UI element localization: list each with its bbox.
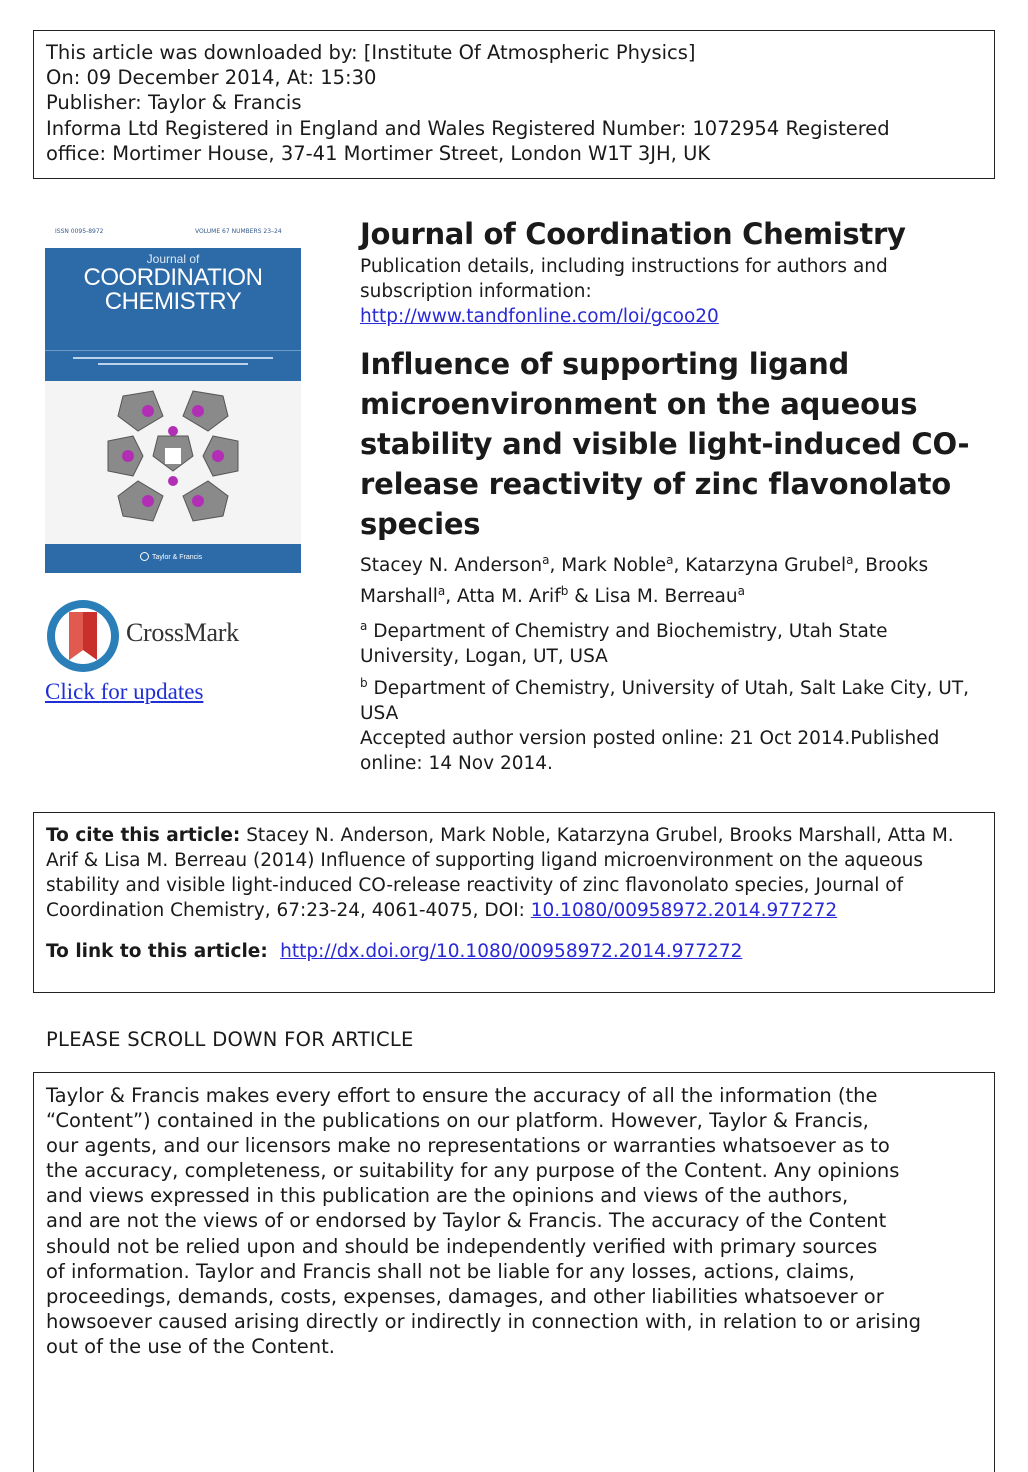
author-name: Stacey N. Anderson bbox=[360, 555, 543, 576]
disclaimer-line: our agents, and our licensors make no representations or warranties whatsoever as to bbox=[46, 1134, 890, 1158]
download-info-line: On: 09 December 2014, At: 15:30 bbox=[46, 66, 377, 90]
author-line: Marshall$^a$, Atta M. Arif$^b$ & Lisa M. Berreau$^a$ bbox=[360, 583, 745, 607]
click-for-updates-link[interactable]: Click for updates bbox=[45, 679, 204, 704]
disclaimer-line: proceedings, demands, costs, expenses, damages, and other liabilities whatsoever or bbox=[46, 1284, 884, 1308]
author-affiliation-mark: a bbox=[737, 583, 745, 598]
cover-top-strip: ISSN 0095-8972 VOLUME 67 NUMBERS 23–24 bbox=[45, 222, 301, 248]
download-info-box bbox=[33, 30, 995, 179]
scroll-down-notice: PLEASE SCROLL DOWN FOR ARTICLE bbox=[46, 1028, 414, 1051]
disclaimer-line: and are not the views of or endorsed by Taylor & Francis. The accuracy of the Content bbox=[46, 1209, 887, 1233]
disclaimer-line: Taylor & Francis makes every effort to ensure the accuracy of all the information (the bbox=[46, 1084, 878, 1107]
disclaimer-line: howsoever caused arising directly or indirectly in connection with, in relation to or arising bbox=[46, 1309, 921, 1333]
disclaimer-line: “Content”) contained in the publications on our platform. However, Taylor & Francis, bbox=[46, 1109, 869, 1133]
download-info-line: office: Mortimer House, 37-41 Mortimer Street, London W1T 3JH, UK bbox=[46, 141, 711, 165]
publication-details-line: subscription information: bbox=[360, 281, 592, 302]
download-info-line: This article was downloaded by: [Institute Of Atmospheric Physics] bbox=[46, 41, 696, 64]
crossmark-label: CrossMark bbox=[126, 618, 239, 647]
article-title bbox=[360, 344, 990, 544]
crossmark-badge[interactable] bbox=[45, 598, 275, 674]
disclaimer-line: of information. Taylor and Francis shall not be liable for any losses, actions, claims, bbox=[46, 1259, 855, 1283]
author-line: Stacey N. Anderson$^a$, Mark Noble$^a$, Katarzyna Grubel$^a$, Brooks bbox=[360, 552, 929, 576]
article-title-line: Influence of supporting ligand bbox=[360, 347, 850, 381]
citation-box bbox=[33, 812, 995, 993]
author-affiliation-mark: a bbox=[666, 552, 674, 567]
link-label: To link to this article: bbox=[46, 941, 275, 962]
molecule-structure-illustration bbox=[103, 386, 243, 526]
cover-title-line1: COORDINATION bbox=[83, 264, 263, 291]
article-title-line: microenvironment on the aqueous bbox=[360, 387, 918, 421]
article-header bbox=[360, 214, 990, 776]
journal-cover-image[interactable] bbox=[45, 222, 301, 573]
author-name: Marshall bbox=[360, 586, 438, 607]
cite-label: To cite this article: bbox=[46, 825, 241, 846]
disclaimer-line: out of the use of the Content. bbox=[46, 1334, 335, 1358]
journal-title: Journal of Coordination Chemistry bbox=[360, 217, 906, 251]
publication-dates: Accepted author version posted online: 21 Oct 2014.Published online: 14 Nov 2014. bbox=[360, 728, 940, 774]
article-title-line: release reactivity of zinc flavonolato bbox=[360, 467, 952, 501]
affiliation-a: $^a$ Department of Chemistry and Biochemistry, Utah State University, Logan, UT, USA bbox=[360, 618, 888, 667]
author-name: Katarzyna Grubel bbox=[685, 555, 847, 576]
publication-details-line: Publication details, including instructions for authors and bbox=[360, 256, 888, 277]
author-name: Lisa M. Berreau bbox=[594, 586, 738, 607]
publication-details bbox=[360, 254, 990, 304]
author-affiliation-mark: a bbox=[846, 552, 854, 567]
author-affiliation-mark: b bbox=[560, 583, 569, 598]
author-affiliation-mark: a bbox=[437, 583, 446, 598]
cover-journal-of: Journal of bbox=[146, 252, 200, 266]
download-info-line: Publisher: Taylor & Francis bbox=[46, 91, 302, 115]
journal-url-link[interactable]: http://www.tandfonline.com/loi/gcoo20 bbox=[360, 306, 719, 327]
author-name: Mark Noble bbox=[561, 555, 667, 576]
disclaimer-box bbox=[33, 1072, 995, 1472]
article-doi-url-link[interactable]: http://dx.doi.org/10.1080/00958972.2014.977272 bbox=[280, 941, 743, 962]
doi-link[interactable]: 10.1080/00958972.2014.977272 bbox=[530, 900, 838, 921]
article-link-line bbox=[46, 939, 982, 964]
cover-masthead bbox=[45, 248, 301, 350]
article-title-line: stability and visible light-induced CO- bbox=[360, 427, 970, 461]
affiliation-b: $^b$ Department of Chemistry, University of Utah, Salt Lake City, UT, USA bbox=[360, 675, 970, 724]
author-list bbox=[360, 550, 990, 612]
cover-bottom-strip bbox=[45, 544, 301, 573]
cover-issue-strip bbox=[45, 350, 301, 381]
cite-text: To cite this article: Stacey N. Anderson, Mark Noble, Katarzyna Grubel, Brooks Marshall, Atta M. Arif & Lisa M. Berreau (2014) Influence of supporting ligand microenvironment on the aqueous stability and visible light-induced CO-release reactivity of zinc flavonolato species, Journal of Coordination Chemistry, 67:23-24, 4061-4075, DOI: 10.1080/00958972.2014.977272 bbox=[46, 825, 954, 921]
author-affiliation-mark: a bbox=[542, 552, 550, 567]
author-name: Atta M. Arif bbox=[457, 586, 561, 607]
article-title-line: species bbox=[360, 507, 481, 541]
cover-title-line2: CHEMISTRY bbox=[104, 288, 242, 315]
taylor-francis-logo: Taylor & Francis bbox=[140, 552, 210, 564]
disclaimer-line: the accuracy, completeness, or suitability for any purpose of the Content. Any opinions bbox=[46, 1159, 900, 1183]
disclaimer-line: and views expressed in this publication are the opinions and views of the authors, bbox=[46, 1184, 849, 1208]
crossmark-icon bbox=[45, 598, 121, 674]
disclaimer-line: should not be relied upon and should be independently verified with primary sources bbox=[46, 1234, 878, 1258]
download-info-line: Informa Ltd Registered in England and Wales Registered Number: 1072954 Registered bbox=[46, 116, 890, 140]
